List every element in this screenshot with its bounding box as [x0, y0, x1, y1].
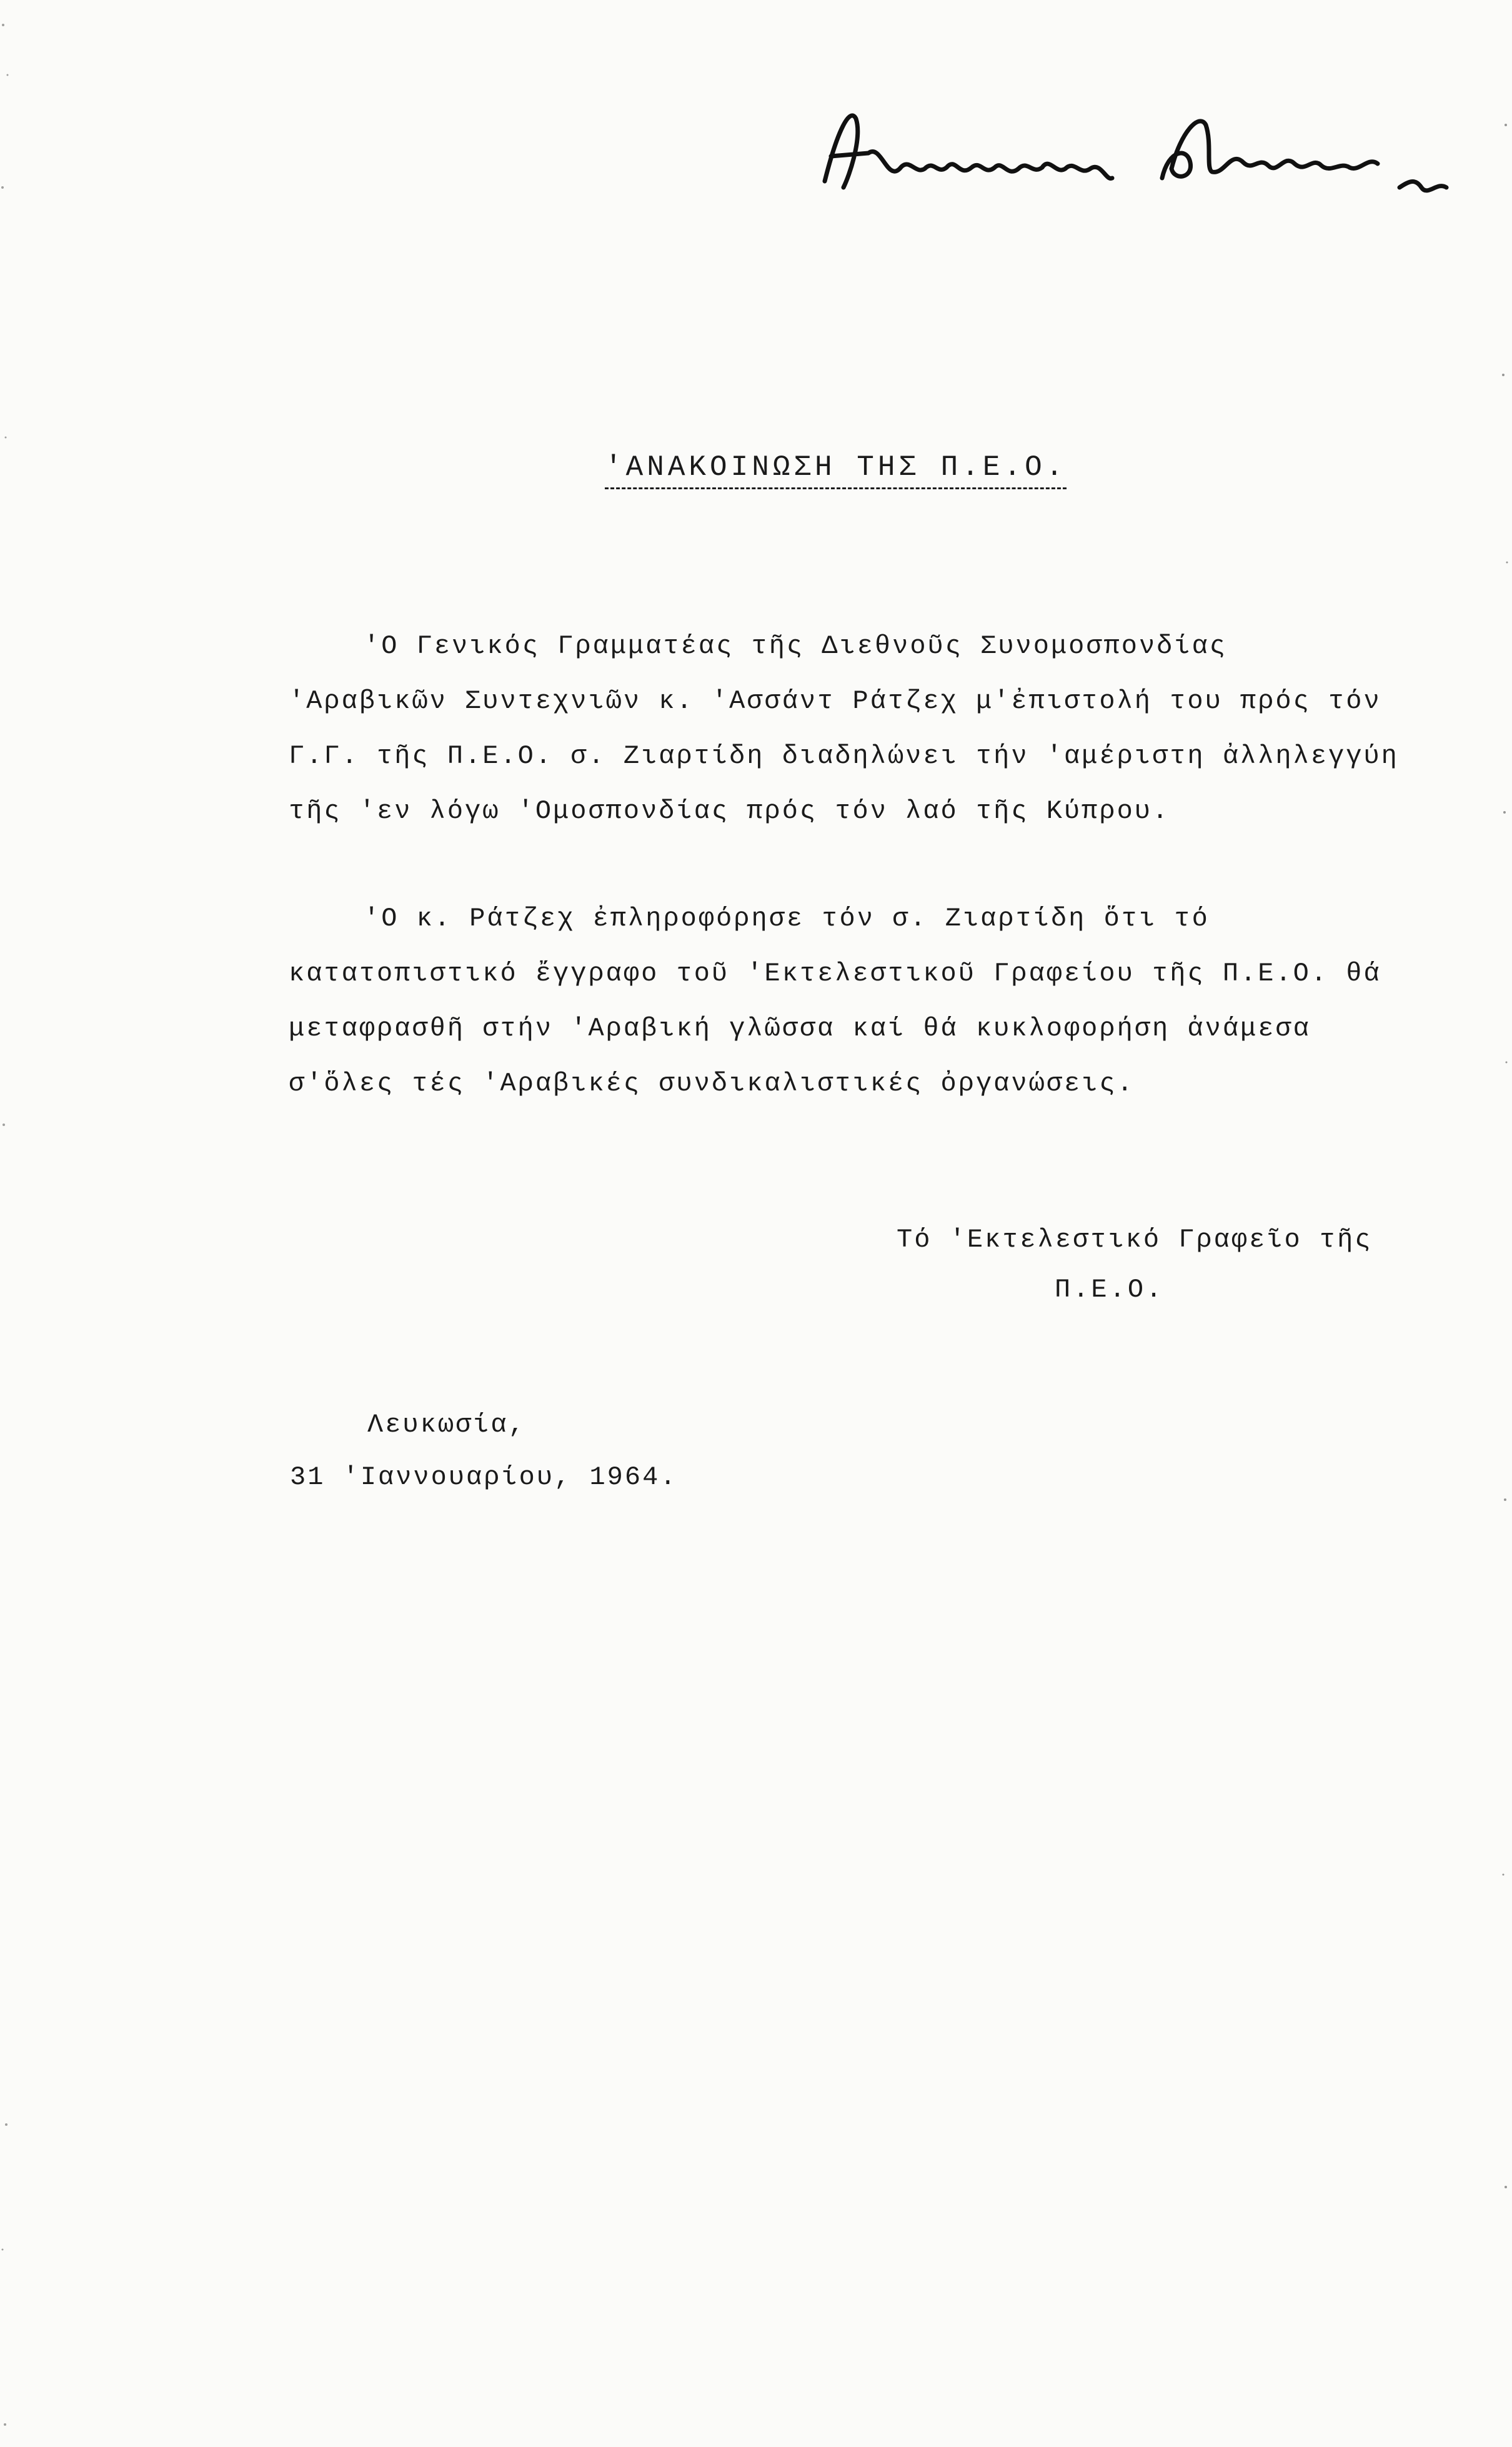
right-edge-scan-noise	[1500, 0, 1512, 2447]
paragraph-translation: 'Ο κ. Ράτζεχ ἐπληροφόρησε τόν σ. Ζιαρτίδη ὅτι τό κατατοπιστικό ἔγγραφο τοῦ 'Εκτελεστικοῦ Γραφείου τῆς Π.Ε.Ο. θά μεταφρασθῆ στήν 'Αραβική γλῶσσα καί θά κυκλοφορήση ἀνάμεσα σ'ὅλες τές 'Αραβικές συνδικαλιστικές ὀργανώσεις.	[289, 904, 1381, 1099]
place-line: Λευκωσία,	[367, 1410, 526, 1440]
handwritten-annotation	[812, 94, 1462, 219]
announcement-title: 'ΑΝΑΚΟΙΝΩΣΗ ΤΗΣ Π.Ε.Ο.	[605, 451, 1067, 484]
signature-organization: Π.Ε.Ο.	[1055, 1275, 1165, 1305]
left-edge-scan-noise	[0, 0, 12, 2447]
signature-office: Τό 'Εκτελεστικό Γραφεῖο τῆς	[897, 1225, 1373, 1255]
paragraph-solidarity: 'Ο Γενικός Γραμματέας τῆς Διεθνοῦς Συνομοσπονδίας 'Αραβικῶν Συντεχνιῶν κ. 'Ασσάντ Ράτζεχ μ'ἐπιστολή του πρός τόν Γ.Γ. τῆς Π.Ε.Ο. σ. Ζιαρτίδη διαδηλώνει τήν 'αμέριστη ἀλληλεγγύη τῆς 'εν λόγω 'Ομοσπονδίας πρός τόν λαό τῆς Κύπρου.	[289, 631, 1399, 826]
handwriting-scribble-icon	[812, 94, 1462, 219]
date-line: 31 'Ιαννουαρίου, 1964.	[290, 1462, 678, 1492]
